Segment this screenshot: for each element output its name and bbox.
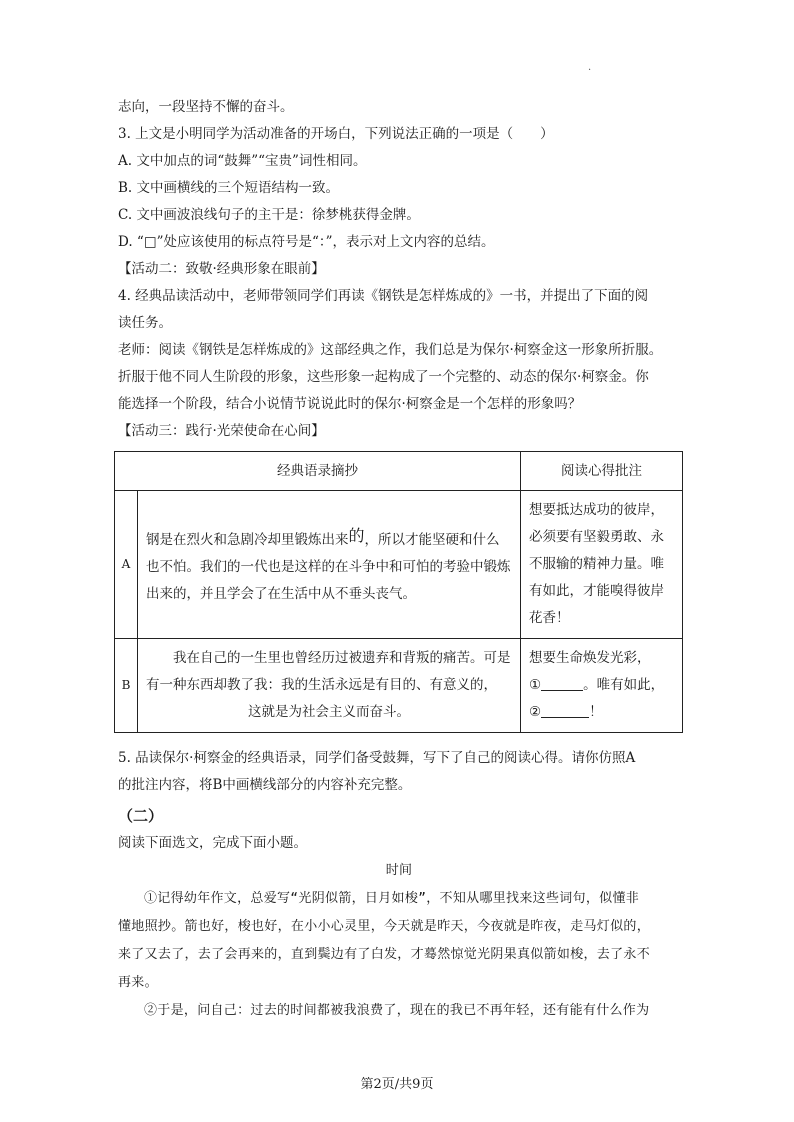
header-note: 阅读心得批注 <box>521 452 683 491</box>
activity-3-heading: 【活动三：践行·光荣使命在心间】 <box>118 423 325 439</box>
question-5-line-1: 5. 品读保尔·柯察金的经典语录，同学们备受鼓舞，写下了自己的阅读心得。请你仿照A <box>118 750 636 766</box>
reading-instruction: 阅读下面选文，完成下面小题。 <box>118 835 307 851</box>
header-mark: . <box>588 62 592 73</box>
page-footer: 第2页/共9页 <box>360 1077 434 1092</box>
note-b-line-2-text: 。唯有如此， <box>583 677 665 693</box>
section-2-heading: （二） <box>118 807 164 825</box>
note-b-line-3 <box>529 699 674 726</box>
question-4-line-2: 读任务。 <box>118 315 172 331</box>
blank-1-marker: ① <box>529 677 542 693</box>
quote-b <box>138 639 521 733</box>
row-label-a: A <box>115 491 138 639</box>
question-3 <box>118 121 680 256</box>
note-b <box>521 639 683 733</box>
quote-table <box>114 451 683 733</box>
quote-a-raised-char: 的 <box>348 525 365 545</box>
note-b-line-1: 想要生命焕发光彩， <box>529 650 651 666</box>
quote-a-part-2: ，所以才能坚硬和什么也不怕。我们的一代也是这样的在斗争中和可怕的考验中锻炼出来的，并且学会了在生活中从不垂头丧气。 <box>146 531 511 602</box>
quote-b-part-1: 我在自己的一生里也曾经历过被遗弃和背叛的痛苦。可是有一种东西却教了我：我的生活永远是有目的、有意义的， <box>146 650 511 693</box>
story-para-1-line-4: 再来。 <box>118 975 158 990</box>
answer-blank-2[interactable] <box>541 703 589 718</box>
story-title: 时间 <box>385 863 413 878</box>
content-area <box>118 94 680 1025</box>
teacher-text-line-2: 折服于他不同人生阶段的形象，这些形象一起构成了一个完整的、动态的保尔·柯察金。你 <box>118 369 649 385</box>
story-para-1-line-2: 懂地照抄。箭也好，梭也好，在小小心灵里，今天就是昨天，今夜就是昨夜，走马灯似的， <box>118 919 651 934</box>
teacher-text-line-1: 老师：阅读《钢铁是怎样炼成的》这部经典之作，我们总是为保尔·柯察金这一形象所折服。 <box>118 342 663 358</box>
header-quote: 经典语录摘抄 <box>115 452 521 491</box>
question-5-line-2: 的批注内容，将B中画横线部分的内容补充完整。 <box>118 777 412 793</box>
story-para-1-line-1: ①记得幼年作文，总爱写“光阴似箭，日月如梭”，不知从哪里找来这些词句，似懂非 <box>144 891 640 906</box>
table-header-row <box>115 452 683 491</box>
question-3-option-c: C. 文中画波浪线句子的主干是：徐梦桃获得金牌。 <box>118 207 420 223</box>
answer-blank-1[interactable] <box>541 676 583 691</box>
quote-b-part-2: 这就是为社会主义而奋斗。 <box>248 704 410 720</box>
question-4 <box>118 283 680 418</box>
story-para-2-line-1: ②于是，问自己：过去的时间都被我浪费了，现在的我已不再年轻，还有能有什么作为 <box>144 1003 650 1018</box>
text-line-top: 志向，一段坚持不懈的奋斗。 <box>118 99 294 115</box>
quote-a <box>138 491 521 639</box>
question-4-line-1: 4. 经典品读活动中，老师带领同学们再读《钢铁是怎样炼成的》一书，并提出了下面的阅 <box>118 288 649 304</box>
row-label-b: B <box>115 639 138 733</box>
note-b-line-2 <box>529 672 674 699</box>
question-3-option-b: B. 文中画横线的三个短语结构一致。 <box>118 180 340 196</box>
note-a: 想要抵达成功的彼岸，必须要有坚毅勇敢、永不服输的精神力量。唯有如此，才能嗅得彼岸花香！ <box>521 491 683 639</box>
note-b-line-3-text: ！ <box>589 704 603 720</box>
teacher-text-line-3: 能选择一个阶段，结合小说情节说说此时的保尔·柯察金是一个怎样的形象吗？ <box>118 396 582 412</box>
story-passage <box>118 857 680 1025</box>
question-3-option-d: D. “□”处应该使用的标点符号是“：”，表示对上文内容的总结。 <box>118 234 495 250</box>
table-row <box>115 491 683 639</box>
question-3-stem: 3. 上文是小明同学为活动准备的开场白，下列说法正确的一项是（ ） <box>118 126 554 142</box>
question-3-option-a: A. 文中加点的词“鼓舞”“宝贵”词性相同。 <box>118 153 367 169</box>
blank-2-marker: ② <box>529 704 542 720</box>
quote-a-part-1: 钢是在烈火和急剧冷却里锻炼出来 <box>146 531 349 548</box>
question-5 <box>118 745 680 799</box>
activity-2-heading: 【活动二：致敬·经典形象在眼前】 <box>118 261 325 277</box>
story-para-1-line-3: 来了又去了，去了会再来的，直到鬓边有了白发，才蓦然惊觉光阴果真似箭如梭，去了永不 <box>118 947 651 962</box>
table-row <box>115 639 683 733</box>
